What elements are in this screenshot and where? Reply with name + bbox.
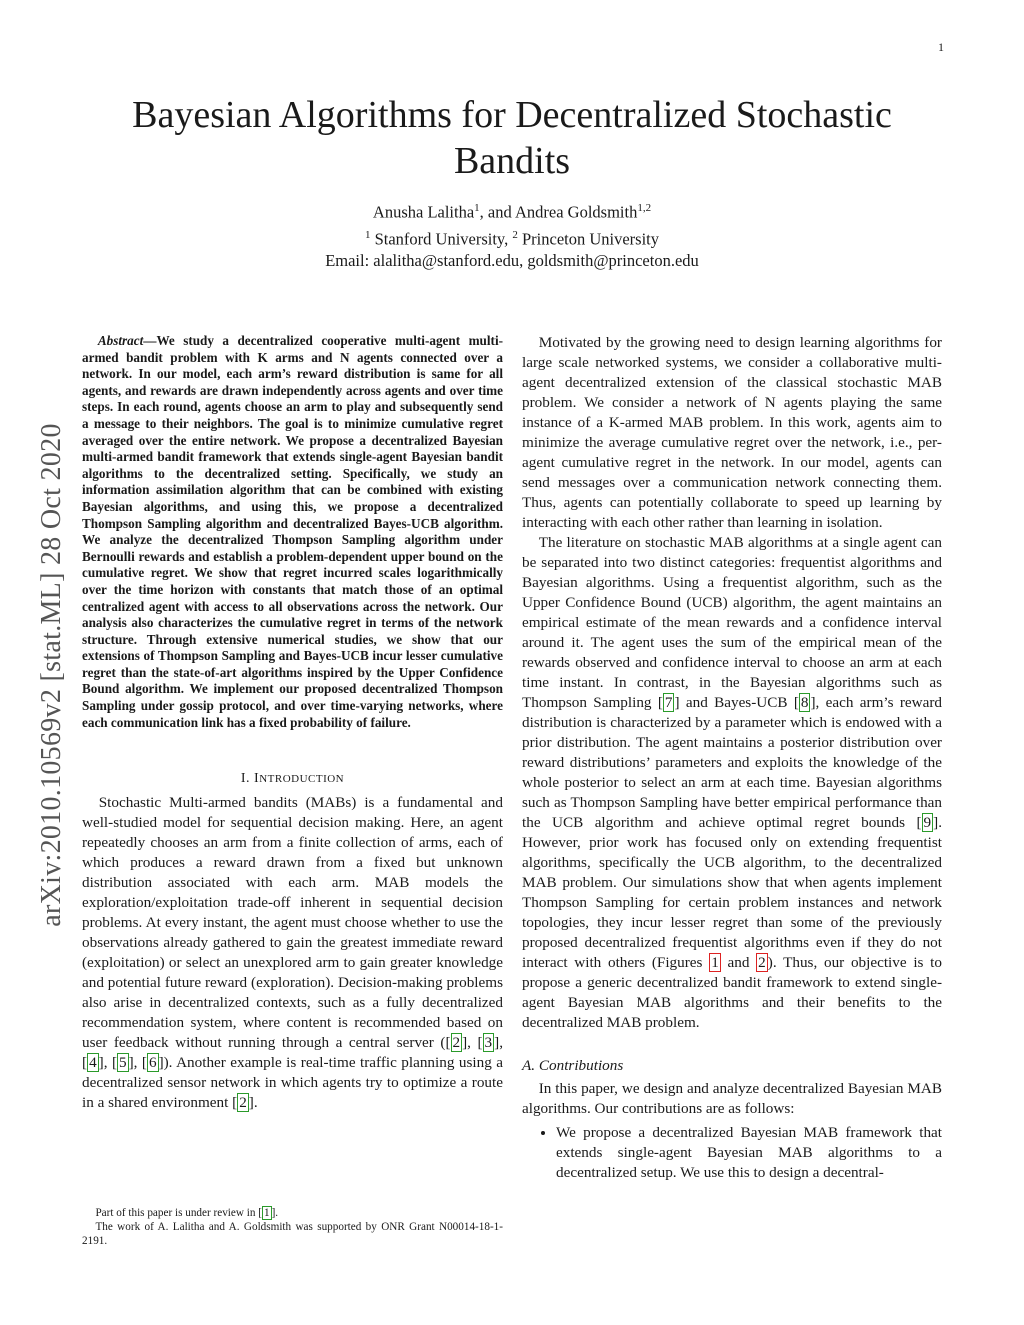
- citation-link[interactable]: 4: [89, 1054, 97, 1072]
- intro-text-4: ], [: [98, 1054, 118, 1072]
- literature-text-6: ). Thus, our objective is to propose a generic decentralized bandit framework to extend single-agent Bayesian MAB algorithms and their benefits to the decentralized MAB problem.: [522, 954, 942, 1031]
- section-title-initial: I: [254, 771, 260, 787]
- author-2: Andrea Goldsmith: [514, 202, 638, 222]
- citation-link[interactable]: 2: [239, 1094, 247, 1112]
- intro-paragraph: [82, 793, 503, 1113]
- subsection-heading-contributions: A. Contributions: [522, 1057, 624, 1074]
- abstract-label: Abstract: [97, 333, 144, 348]
- affiliation-2-mark: 2: [512, 228, 518, 241]
- citation-link[interactable]: 8: [800, 694, 809, 711]
- citation-link[interactable]: 3: [484, 1034, 493, 1052]
- section-number: I.: [240, 771, 255, 787]
- author-1: Anusha Lalitha: [372, 202, 475, 222]
- author-1-affiliation-mark: 1: [474, 202, 480, 214]
- intro-text-6: ]). Another example is real-time traffic planning using a decentralized sensor network in which agents try to optimize a route in a shared environment [: [82, 1054, 503, 1112]
- intro-text-1: Stochastic Multi-armed bandits (MABs) is a fundamental and well-studied model for sequential decision making. Here, an agent repeatedly chooses an arm from a finite collection of arms, each of which produces a reward drawn from a fixed but unknown distribution associated with each arm. MAB models the exploration/exploitation trade-off inherent in sequential decision problems. At every instant, the agent must choose whether to use the observations already gathered to gain the greatest immediate reward (exploitation) or select an unexplored arm to gain greater knowledge and potential future reward (exploration). Decision-making problems also arise in decentralized contexts, such as a fully decentralized recommendation system, where content is recommended based on user feedback without running through a central server ([: [82, 794, 503, 1052]
- author-names: [0, 197, 1024, 224]
- motivation-paragraph: Motivated by the growing need to design learning algorithms for large scale networked systems, we consider a collaborative multi-agent decentralized extension of the classical stochastic MAB problem. We consider a network of N agents playing the same instance of a K-armed MAB problem. In this work, agents aim to minimize the average cumulative regret over the network, i.e., per-agent cumulative regret in the network. In our model, agents can send messages over a communication network connecting them. Thus, agents can potentially collaborate to speed up learning by interacting with each other rather than learning in isolation.: [522, 334, 942, 531]
- intro-text-7: ].: [248, 1094, 258, 1112]
- footnotes: [82, 1206, 503, 1248]
- right-column: [522, 333, 942, 1183]
- affiliation-1: Stanford University,: [370, 229, 513, 248]
- title-line-2: Bandits: [453, 140, 571, 182]
- literature-text-3: ], each arm’s reward distribution is characterized by a parameter which is endowed with a prior distribution. The agent maintains a posterior distribution over reward distributions’ parameters and exploits the knowledge of the whole posterior to select an arm at each time. Bayesian algorithms such as Thompson Sampling have better empirical performance than the UCB algorithm and achieve optimal regret bounds [: [522, 694, 943, 831]
- abstract: [82, 333, 503, 731]
- figure-link[interactable]: 2: [758, 954, 766, 971]
- figure-link[interactable]: 1: [711, 954, 719, 971]
- citation-link[interactable]: 7: [664, 694, 673, 711]
- page-number: 1: [938, 40, 944, 54]
- literature-text-5: and: [720, 954, 757, 971]
- citation-link[interactable]: 9: [923, 814, 932, 831]
- literature-text-2: ] and Bayes-UCB [: [674, 694, 799, 711]
- footnote-review: [82, 1206, 503, 1220]
- footnote-text-2: ].: [271, 1207, 279, 1219]
- intro-text-3: ], [: [82, 1034, 503, 1072]
- contributions-paragraph: In this paper, we design and analyze decentralized Bayesian MAB algorithms. Our contributions are as follows:: [522, 1080, 942, 1117]
- intro-text-2: ], [: [462, 1034, 483, 1052]
- affiliation-2: Princeton University: [517, 229, 660, 248]
- footnote-funding: The work of A. Lalitha and A. Goldsmith was supported by ONR Grant N00014-18-1-2191.: [82, 1221, 503, 1247]
- footnote-text-1: Part of this paper is under review in [: [95, 1207, 262, 1219]
- affiliations: [0, 224, 1024, 251]
- abstract-dash: —: [143, 333, 157, 348]
- author-separator: , and: [479, 202, 515, 222]
- citation-link[interactable]: 5: [119, 1054, 127, 1072]
- intro-text-5: ], [: [128, 1054, 147, 1072]
- author-email: Email: alalitha@stanford.edu, goldsmith@princeton.edu: [325, 251, 699, 270]
- citation-link[interactable]: 1: [263, 1207, 270, 1219]
- author-2-affiliation-mark: 1,2: [637, 202, 652, 214]
- contributions-list: [522, 1123, 942, 1183]
- section-title-rest: NTRODUCTION: [259, 773, 345, 786]
- literature-paragraph: [522, 533, 942, 1033]
- arxiv-stamp: arXiv:2010.10569v2 [stat.ML] 28 Oct 2020: [36, 423, 67, 927]
- citation-link[interactable]: 2: [452, 1034, 461, 1052]
- title-line-1: Bayesian Algorithms for Decentralized Stochastic: [132, 94, 892, 136]
- paper-title: [0, 92, 1024, 184]
- affiliation-1-mark: 1: [364, 228, 371, 241]
- abstract-text: We study a decentralized cooperative multi-agent multi-armed bandit problem with K arms and N agents connected over a network. In our model, each arm’s reward distribution is same for all agents, and rewards are drawn independently across agents and over time steps. In each round, agents choose an arm to play and subsequently send a message to their neighbors. The goal is to minimize cumulative regret averaged over the entire network. We propose a decentralized Bayesian multi-armed bandit framework that extends single-agent Bayesian bandit algorithms to the decentralized setting. Specifically, we study an information assimilation algorithm that can be combined with existing Bayesian algorithms, and using this, we propose a decentralized Thompson Sampling algorithm and decentralized Bayes-UCB algorithm. We analyze the decentralized Thompson Sampling algorithm under Bernoulli rewards and establish a problem-dependent upper bound on the cumulative regret. We show that regret incurred scales logarithmically over the time horizon with constants that match those of an optimal centralized agent with access to all observations across the network. Our analysis also characterizes the cumulative regret in terms of the network structure. Through extensive numerical studies, we show that our extensions of Thompson Sampling and Bayes-UCB incur lesser cumulative regret than the state-of-art algorithms inspired by the Upper Confidence Bound algorithm. We implement our proposed decentralized Thompson Sampling under gossip protocol, and over time-varying networks, where each communication link has a fixed probability of failure.: [82, 333, 503, 730]
- literature-text-1: The literature on stochastic MAB algorithms at a single agent can be separated into two distinct categories: frequentist algorithms and Bayesian algorithms. Using a frequentist algorithm, such as the Upper Confidence Bound (UCB) algorithm, the agent maintains an empirical estimate of the mean rewards and a confidence interval around it. The agent uses the sum of the empirical mean of the rewards observed and confidence interval to choose an arm at each time instant. In contrast, in the Bayesian algorithms such as Thompson Sampling [: [522, 534, 942, 711]
- literature-text-4: ]. However, prior work has focused only on extending frequentist algorithms, specifically the UCB algorithm, to the decentralized MAB problem. Our simulations show that when agents implement Thompson Sampling for certain problem instances and network topologies, they incur lesser regret than some of the previously proposed decentralized frequentist algorithms even if they do not interact with others (Figures: [522, 814, 942, 971]
- citation-link[interactable]: 6: [148, 1054, 157, 1072]
- author-block: [0, 197, 1024, 272]
- list-item: • We propose a decentralized Bayesian MAB framework that extends single-agent Bayesian MAB algorithms to a decentralized setup. We use this to design a decentral-: [556, 1123, 942, 1183]
- left-column: [82, 333, 503, 1113]
- section-heading-introduction: [82, 771, 503, 787]
